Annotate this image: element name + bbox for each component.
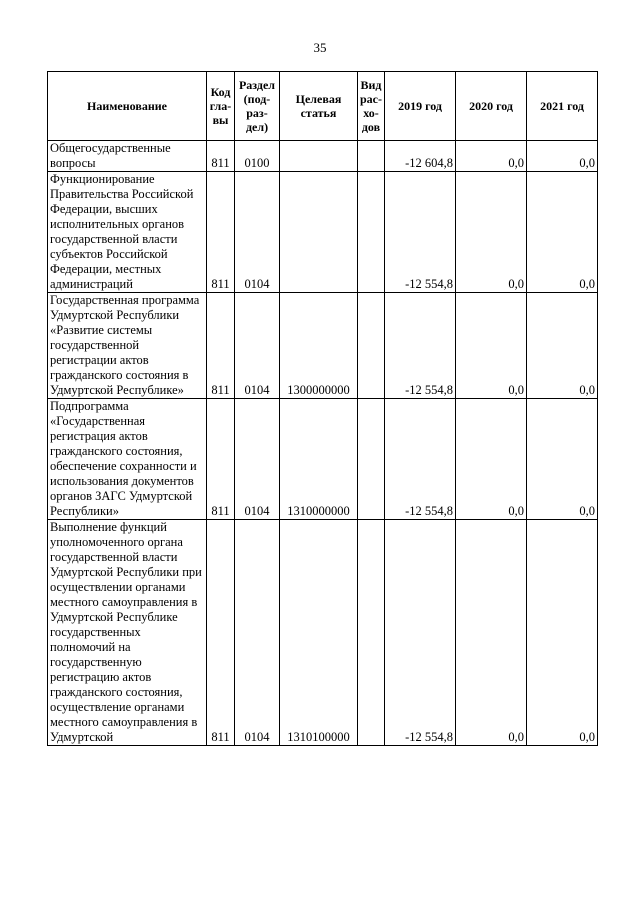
row-2021: 0,0 bbox=[527, 172, 598, 293]
row-code: 811 bbox=[207, 399, 235, 520]
header-2021: 2021 год bbox=[527, 72, 598, 141]
row-name: Функционирование Правительства Российской Федерации, высших исполнительных органов государственной власти субъектов Российской Федерации, местных администраций bbox=[48, 172, 207, 293]
row-2019: -12 554,8 bbox=[385, 293, 456, 399]
row-target bbox=[280, 172, 358, 293]
row-2020: 0,0 bbox=[456, 172, 527, 293]
row-2021: 0,0 bbox=[527, 293, 598, 399]
header-section: Раздел (под- раз- дел) bbox=[235, 72, 280, 141]
row-2020: 0,0 bbox=[456, 520, 527, 746]
header-target-item: Целевая статья bbox=[280, 72, 358, 141]
row-type bbox=[358, 520, 385, 746]
table-row bbox=[48, 172, 598, 293]
row-2021: 0,0 bbox=[527, 399, 598, 520]
header-2019: 2019 год bbox=[385, 72, 456, 141]
row-type bbox=[358, 399, 385, 520]
row-name: Государственная программа Удмуртской Республики «Развитие системы государственной регистрации актов гражданского состояния в Удмуртской Республике» bbox=[48, 293, 207, 399]
row-section: 0104 bbox=[235, 399, 280, 520]
header-2020: 2020 год bbox=[456, 72, 527, 141]
header-chapter-code: Код гла- вы bbox=[207, 72, 235, 141]
row-code: 811 bbox=[207, 293, 235, 399]
row-target: 1300000000 bbox=[280, 293, 358, 399]
row-2019: -12 554,8 bbox=[385, 520, 456, 746]
row-code: 811 bbox=[207, 520, 235, 746]
row-name: Общегосударственные вопросы bbox=[48, 141, 207, 172]
row-target: 1310100000 bbox=[280, 520, 358, 746]
table-row bbox=[48, 399, 598, 520]
row-2019: -12 554,8 bbox=[385, 399, 456, 520]
page-number: 35 bbox=[313, 40, 327, 55]
row-section: 0104 bbox=[235, 520, 280, 746]
row-2020: 0,0 bbox=[456, 293, 527, 399]
row-2019: -12 554,8 bbox=[385, 172, 456, 293]
row-2020: 0,0 bbox=[456, 399, 527, 520]
row-target bbox=[280, 141, 358, 172]
row-name: Подпрограмма «Государственная регистрация актов гражданского состояния, обеспечение сохранности и использования документов органов ЗАГС Удмуртской Республики» bbox=[48, 399, 207, 520]
header-name: Наименование bbox=[48, 72, 207, 141]
row-2021: 0,0 bbox=[527, 141, 598, 172]
row-2020: 0,0 bbox=[456, 141, 527, 172]
budget-table bbox=[47, 71, 598, 746]
row-code: 811 bbox=[207, 141, 235, 172]
row-type bbox=[358, 172, 385, 293]
row-target: 1310000000 bbox=[280, 399, 358, 520]
row-name: Выполнение функций уполномоченного органа государственной власти Удмуртской Республики при осуществлении органами местного самоуправления в Удмуртской Республике государственных полномочий на государственную регистрацию актов гражданского состояния, осуществление органами местного самоуправления в Удмуртской bbox=[48, 520, 207, 746]
row-section: 0104 bbox=[235, 172, 280, 293]
table-row bbox=[48, 520, 598, 746]
row-2019: -12 604,8 bbox=[385, 141, 456, 172]
row-section: 0100 bbox=[235, 141, 280, 172]
table-header-row bbox=[48, 72, 598, 141]
table-row bbox=[48, 293, 598, 399]
row-code: 811 bbox=[207, 172, 235, 293]
row-2021: 0,0 bbox=[527, 520, 598, 746]
row-section: 0104 bbox=[235, 293, 280, 399]
row-type bbox=[358, 293, 385, 399]
row-type bbox=[358, 141, 385, 172]
header-expense-type: Вид рас- хо- дов bbox=[358, 72, 385, 141]
table-row bbox=[48, 141, 598, 172]
